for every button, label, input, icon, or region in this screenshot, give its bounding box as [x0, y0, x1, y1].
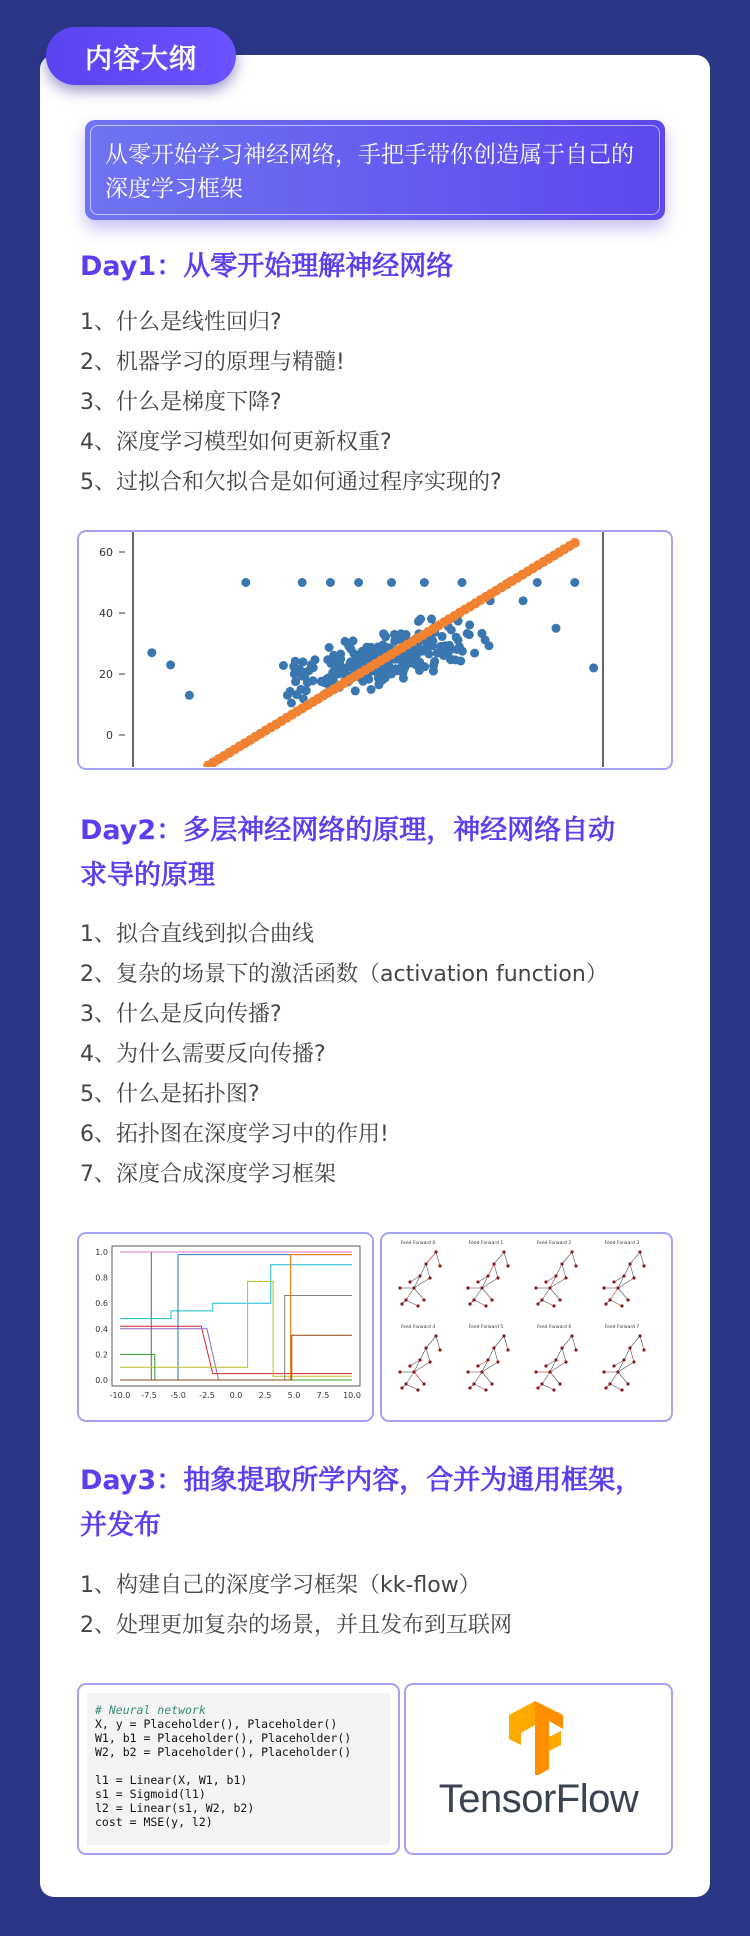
- scatter-point: [329, 651, 338, 660]
- topology-node: [472, 1382, 475, 1385]
- topology-edge: [610, 1288, 618, 1300]
- topology-edge: [414, 1372, 424, 1384]
- topology-node: [564, 1360, 567, 1363]
- topology-node: [540, 1382, 543, 1385]
- code-line: X, y = Placeholder(), Placeholder(): [95, 1717, 338, 1731]
- topology-edge: [482, 1288, 492, 1300]
- scatter-point: [447, 626, 456, 635]
- topology-node: [428, 1276, 431, 1279]
- topology-node: [626, 1382, 629, 1385]
- topology-node: [570, 1334, 573, 1337]
- topology-edge: [618, 1372, 628, 1384]
- topology-edge: [488, 1348, 494, 1360]
- topology-node: [626, 1298, 629, 1301]
- topology-node: [480, 1370, 483, 1373]
- scatter-point: [463, 629, 472, 638]
- topology-edge: [640, 1252, 644, 1266]
- topology-edge: [488, 1264, 494, 1276]
- tensorflow-logo-icon: [406, 1685, 670, 1775]
- topology-node: [424, 1262, 427, 1265]
- topology-edge: [542, 1300, 554, 1306]
- y-tick-label: 0.6: [95, 1299, 108, 1309]
- tensorflow-logo-text: TensorFlow: [438, 1777, 639, 1821]
- scatter-point: [376, 672, 385, 681]
- topology-node: [560, 1262, 563, 1265]
- scatter-point: [439, 651, 448, 660]
- topology-node: [476, 1364, 479, 1367]
- topology-edge: [436, 1252, 440, 1266]
- scatter-point: [427, 614, 436, 623]
- scatter-point: [477, 629, 486, 638]
- scatter-point: [326, 659, 335, 668]
- topology-label: Feed Forward 1: [468, 1241, 504, 1246]
- topology-node: [496, 1276, 499, 1279]
- topology-edge: [406, 1384, 418, 1390]
- topology-edge: [426, 1348, 430, 1362]
- topology-label: Feed Forward 6: [536, 1325, 572, 1330]
- scatter-point: [400, 664, 409, 673]
- scatter-point: [387, 669, 396, 678]
- code-line: W1, b1 = Placeholder(), Placeholder(): [95, 1731, 352, 1745]
- day3-list: [80, 1566, 680, 1646]
- scatter-point: [589, 663, 598, 672]
- y-tick-label: 0.0: [95, 1376, 108, 1385]
- list-item: 2、处理更加复杂的场景，并且发布到互联网: [80, 1613, 512, 1638]
- topology-node: [466, 1286, 469, 1289]
- topology-edge: [504, 1336, 508, 1350]
- day3-title-line2: 并发布: [80, 1510, 161, 1541]
- topology-edge: [562, 1252, 572, 1264]
- scatter-point: [344, 642, 353, 651]
- topology-edge: [550, 1372, 560, 1384]
- intro-banner-text: 从零开始学习神经网络，手把手带你创造属于自己的深度学习框架: [90, 125, 660, 215]
- list-item: 2、机器学习的原理与精髓!: [80, 350, 345, 375]
- topology-node: [638, 1250, 641, 1253]
- topology-edge: [414, 1288, 424, 1300]
- topology-edge: [562, 1264, 566, 1278]
- y-tick-label: 60: [99, 546, 113, 559]
- y-tick-label: 0.4: [95, 1324, 108, 1334]
- scatter-point: [147, 648, 156, 657]
- topology-node: [422, 1382, 425, 1385]
- topology-edge: [610, 1300, 622, 1306]
- topology-node: [622, 1358, 625, 1361]
- list-item: 1、什么是线性回归?: [80, 310, 282, 335]
- scatter-point: [570, 578, 579, 587]
- topology-node: [622, 1274, 625, 1277]
- topology-node: [400, 1386, 403, 1389]
- topology-node: [404, 1298, 407, 1301]
- code-line: W2, b2 = Placeholder(), Placeholder(): [95, 1745, 352, 1759]
- topology-node: [400, 1302, 403, 1305]
- topology-edge: [542, 1384, 554, 1390]
- list-item: 5、过拟合和欠拟合是如何通过程序实现的?: [80, 470, 502, 495]
- x-tick-label: -7.5: [141, 1391, 157, 1400]
- list-item: 3、什么是反向传播?: [80, 1002, 282, 1027]
- intro-banner: [85, 120, 665, 220]
- topology-node: [404, 1382, 407, 1385]
- scatter-point: [298, 657, 307, 666]
- topology-node: [438, 1348, 441, 1351]
- code-snippet: [87, 1693, 390, 1845]
- x-tick-label: -10.0: [109, 1391, 131, 1400]
- topology-node: [620, 1304, 623, 1307]
- regression-scatter-plot: [79, 532, 670, 767]
- scatter-point: [367, 685, 376, 694]
- scatter-point: [354, 578, 363, 587]
- day2-title: [80, 808, 680, 898]
- topology-node: [534, 1286, 537, 1289]
- regression-plot-frame: [77, 530, 673, 770]
- scatter-point: [552, 624, 561, 633]
- topology-node: [608, 1382, 611, 1385]
- x-tick-label: 10.0: [343, 1391, 361, 1400]
- y-tick-label: 0: [106, 729, 113, 742]
- list-item: 3、什么是梯度下降?: [80, 390, 282, 415]
- scatter-point: [289, 662, 298, 671]
- topology-edge: [542, 1372, 550, 1384]
- topology-label: Feed Forward 2: [536, 1241, 572, 1246]
- topology-edge: [482, 1372, 492, 1384]
- topology-edge: [572, 1336, 576, 1350]
- topology-edge: [562, 1348, 566, 1362]
- topology-edge: [406, 1288, 414, 1300]
- topology-node: [558, 1298, 561, 1301]
- topology-edge: [420, 1264, 426, 1276]
- scatter-point: [302, 686, 311, 695]
- list-item: 4、深度学习模型如何更新权重?: [80, 430, 392, 455]
- scatter-point: [465, 620, 474, 629]
- scatter-point: [414, 617, 423, 626]
- topology-node: [564, 1276, 567, 1279]
- scatter-point: [411, 660, 420, 669]
- topology-node: [484, 1388, 487, 1391]
- day2-list: [80, 915, 680, 1195]
- topology-node: [496, 1360, 499, 1363]
- topology-node: [412, 1370, 415, 1373]
- topology-node: [602, 1286, 605, 1289]
- code-line: l1 = Linear(X, W1, b1): [95, 1773, 248, 1787]
- scatter-point: [519, 596, 528, 605]
- topology-node: [424, 1346, 427, 1349]
- topology-node: [476, 1280, 479, 1283]
- topology-node: [616, 1370, 619, 1373]
- scatter-point: [456, 657, 465, 666]
- topology-edge: [640, 1336, 644, 1350]
- scatter-point: [346, 659, 355, 668]
- topology-edge: [630, 1252, 640, 1264]
- scatter-point: [387, 578, 396, 587]
- topology-node: [428, 1360, 431, 1363]
- topology-node: [548, 1370, 551, 1373]
- topology-node: [552, 1388, 555, 1391]
- topology-node: [554, 1358, 557, 1361]
- topology-edge: [542, 1288, 550, 1300]
- scatter-point: [166, 660, 175, 669]
- topology-node: [642, 1264, 645, 1267]
- topology-node: [620, 1388, 623, 1391]
- scatter-point: [326, 578, 335, 587]
- x-tick-label: 7.5: [316, 1391, 330, 1400]
- x-tick-label: 0.0: [229, 1391, 243, 1400]
- topology-node: [612, 1364, 615, 1367]
- scatter-point: [429, 667, 438, 676]
- topology-node: [536, 1302, 539, 1305]
- list-item: 4、为什么需要反向传播?: [80, 1042, 326, 1067]
- topology-node: [502, 1250, 505, 1253]
- topology-edge: [474, 1384, 486, 1390]
- x-tick-label: 2.5: [258, 1391, 272, 1400]
- tensorflow-logo-frame: [404, 1683, 673, 1855]
- x-tick-label: -5.0: [170, 1391, 186, 1400]
- topology-edge: [610, 1372, 618, 1384]
- topology-edge: [556, 1348, 562, 1360]
- topology-node: [616, 1286, 619, 1289]
- topology-graphs: [382, 1234, 670, 1419]
- topology-edge: [494, 1252, 504, 1264]
- topology-node: [642, 1348, 645, 1351]
- topology-edge: [426, 1252, 436, 1264]
- topology-label: Feed Forward 7: [604, 1325, 640, 1330]
- list-item: 1、拟合直线到拟合曲线: [80, 922, 314, 947]
- y-tick-label: 0.2: [95, 1350, 108, 1360]
- topology-edge: [630, 1348, 634, 1362]
- day3-title-line1: Day3：抽象提取所学内容，合并为通用框架，: [80, 1465, 643, 1496]
- topology-edge: [436, 1336, 440, 1350]
- topology-node: [552, 1304, 555, 1307]
- topology-edge: [406, 1372, 414, 1384]
- topology-label: Feed Forward 5: [468, 1325, 504, 1330]
- y-tick-label: 20: [99, 668, 113, 681]
- scatter-point: [470, 649, 479, 658]
- topology-edge: [426, 1264, 430, 1278]
- topology-edge: [474, 1300, 486, 1306]
- topology-node: [558, 1382, 561, 1385]
- topology-node: [416, 1304, 419, 1307]
- list-item: 2、复杂的场景下的激活函数（activation function）: [80, 962, 608, 987]
- topology-node: [604, 1386, 607, 1389]
- topology-node: [612, 1280, 615, 1283]
- topology-node: [468, 1386, 471, 1389]
- scatter-point: [458, 578, 467, 587]
- list-item: 5、什么是拓扑图?: [80, 1082, 260, 1107]
- topology-node: [490, 1298, 493, 1301]
- topology-edge: [420, 1348, 426, 1360]
- topology-node: [490, 1382, 493, 1385]
- topology-node: [534, 1370, 537, 1373]
- topology-node: [574, 1348, 577, 1351]
- scatter-point: [279, 661, 288, 670]
- topology-node: [632, 1276, 635, 1279]
- code-line: cost = MSE(y, l2): [95, 1815, 213, 1829]
- topology-node: [628, 1346, 631, 1349]
- topology-node: [536, 1386, 539, 1389]
- topology-node: [468, 1302, 471, 1305]
- topology-graphs-frame: [380, 1232, 673, 1422]
- topology-edge: [494, 1348, 498, 1362]
- topology-node: [486, 1274, 489, 1277]
- day1-title: Day1：从零开始理解神经网络: [80, 251, 454, 282]
- topology-node: [472, 1298, 475, 1301]
- topology-node: [418, 1358, 421, 1361]
- topology-node: [398, 1286, 401, 1289]
- topology-node: [416, 1388, 419, 1391]
- list-item: 7、深度合成深度学习框架: [80, 1162, 336, 1187]
- y-tick-label: 1.0: [95, 1248, 108, 1257]
- list-item: 6、拓扑图在深度学习中的作用!: [80, 1122, 389, 1147]
- topology-edge: [494, 1264, 498, 1278]
- topology-edge: [504, 1252, 508, 1266]
- topology-node: [506, 1348, 509, 1351]
- scatter-point: [286, 687, 295, 696]
- topology-node: [398, 1370, 401, 1373]
- topology-node: [540, 1298, 543, 1301]
- topology-edge: [406, 1300, 418, 1306]
- activation-curves-plot: [79, 1234, 371, 1419]
- topology-edge: [474, 1288, 482, 1300]
- topology-node: [604, 1302, 607, 1305]
- scatter-point: [379, 629, 388, 638]
- x-tick-label: 5.0: [287, 1391, 301, 1400]
- scatter-point: [241, 578, 250, 587]
- scatter-point: [338, 669, 347, 678]
- topology-edge: [610, 1384, 622, 1390]
- topology-edge: [572, 1252, 576, 1266]
- topology-label: Feed Forward 0: [400, 1241, 436, 1246]
- topology-edge: [618, 1288, 628, 1300]
- day1-list: [80, 303, 680, 503]
- scatter-point: [291, 677, 300, 686]
- code-line: l2 = Linear(s1, W2, b2): [95, 1801, 255, 1815]
- scatter-point: [430, 657, 439, 666]
- topology-edge: [630, 1264, 634, 1278]
- fit-line-point: [570, 538, 580, 548]
- topology-node: [502, 1334, 505, 1337]
- topology-node: [408, 1280, 411, 1283]
- topology-edge: [630, 1336, 640, 1348]
- topology-edge: [556, 1264, 562, 1276]
- plot-frame: [112, 1246, 360, 1386]
- scatter-point: [287, 699, 296, 708]
- topology-edge: [550, 1288, 560, 1300]
- activation-curve: [120, 1265, 352, 1319]
- topology-edge: [624, 1264, 630, 1276]
- topology-node: [638, 1334, 641, 1337]
- topology-edge: [624, 1348, 630, 1360]
- topology-node: [484, 1304, 487, 1307]
- topology-node: [570, 1250, 573, 1253]
- scatter-point: [351, 686, 360, 695]
- topology-edge: [562, 1336, 572, 1348]
- topology-node: [506, 1264, 509, 1267]
- topology-node: [548, 1286, 551, 1289]
- topology-label: Feed Forward 3: [604, 1241, 640, 1246]
- topology-node: [422, 1298, 425, 1301]
- scatter-point: [412, 651, 421, 660]
- day2-title-line2: 求导的原理: [80, 860, 215, 891]
- topology-node: [544, 1364, 547, 1367]
- topology-node: [434, 1334, 437, 1337]
- scatter-point: [309, 676, 318, 685]
- list-item: 1、构建自己的深度学习框架（kk-flow）: [80, 1573, 481, 1598]
- x-tick-label: -2.5: [199, 1391, 215, 1400]
- topology-node: [412, 1286, 415, 1289]
- code-line: s1 = Sigmoid(l1): [95, 1787, 206, 1801]
- scatter-point: [420, 578, 429, 587]
- scatter-point: [428, 641, 437, 650]
- day2-title-line1: Day2：多层神经网络的原理，神经网络自动: [80, 815, 616, 846]
- topology-node: [544, 1280, 547, 1283]
- topology-node: [574, 1264, 577, 1267]
- code-comment: # Neural network: [95, 1703, 206, 1717]
- topology-node: [608, 1298, 611, 1301]
- topology-edge: [494, 1336, 504, 1348]
- topology-node: [438, 1264, 441, 1267]
- day3-title: [80, 1458, 680, 1548]
- topology-node: [602, 1370, 605, 1373]
- topology-node: [554, 1274, 557, 1277]
- topology-node: [492, 1346, 495, 1349]
- scatter-point: [373, 643, 382, 652]
- topology-node: [466, 1370, 469, 1373]
- scatter-point: [325, 643, 334, 652]
- topology-edge: [426, 1336, 436, 1348]
- code-snippet-frame: [77, 1683, 400, 1855]
- topology-label: Feed Forward 4: [400, 1325, 436, 1330]
- y-tick-label: 0.8: [95, 1273, 108, 1283]
- topology-node: [418, 1274, 421, 1277]
- topology-node: [632, 1360, 635, 1363]
- outline-tag: 内容大纲: [46, 27, 236, 85]
- topology-node: [560, 1346, 563, 1349]
- scatter-point: [533, 578, 542, 587]
- topology-node: [628, 1262, 631, 1265]
- topology-node: [480, 1286, 483, 1289]
- scatter-point: [185, 691, 194, 700]
- topology-node: [434, 1250, 437, 1253]
- y-tick-label: 40: [99, 607, 113, 620]
- topology-node: [486, 1358, 489, 1361]
- activation-curves-frame: [77, 1232, 374, 1422]
- topology-edge: [474, 1372, 482, 1384]
- topology-node: [408, 1364, 411, 1367]
- topology-node: [492, 1262, 495, 1265]
- scatter-point: [455, 642, 464, 651]
- scatter-point: [298, 578, 307, 587]
- scatter-point: [311, 655, 320, 664]
- scatter-point: [399, 674, 408, 683]
